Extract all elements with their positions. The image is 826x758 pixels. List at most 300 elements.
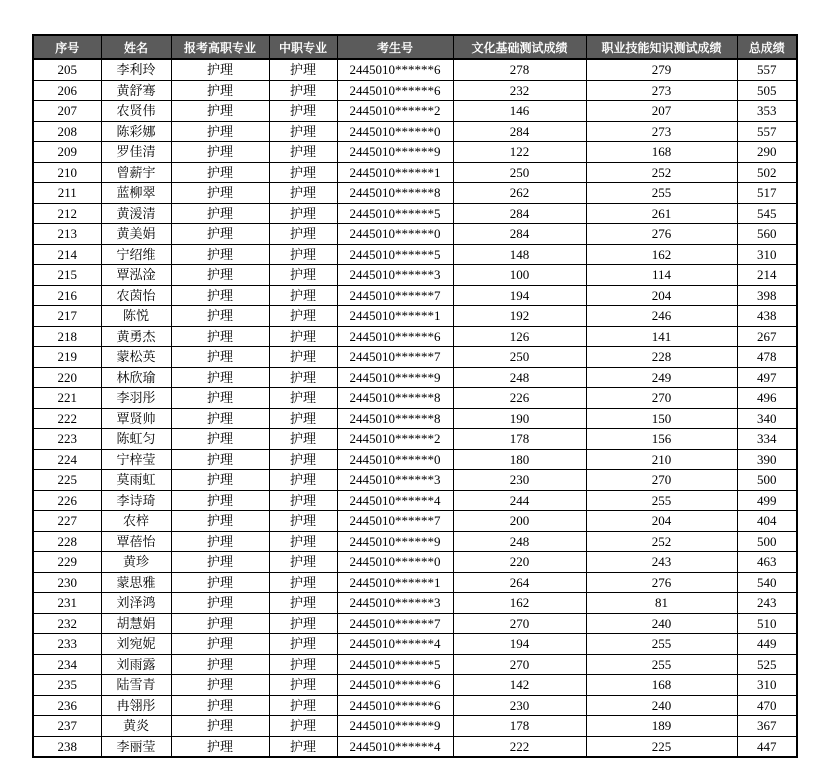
table-row [33, 408, 797, 429]
cell-index: 220 [33, 367, 101, 388]
cell-index: 210 [33, 162, 101, 183]
table-row [33, 613, 797, 634]
cell-index: 212 [33, 203, 101, 224]
cell-culture-score: 200 [453, 511, 586, 532]
table-row [33, 654, 797, 675]
table-body [33, 59, 797, 757]
cell-secondary-major: 护理 [269, 695, 337, 716]
cell-candidate-number: 2445010******5 [337, 654, 453, 675]
cell-skill-score: 114 [586, 265, 737, 286]
cell-skill-score: 252 [586, 162, 737, 183]
cell-index: 236 [33, 695, 101, 716]
cell-candidate-number: 2445010******8 [337, 408, 453, 429]
cell-total-score: 517 [737, 183, 797, 204]
cell-culture-score: 232 [453, 80, 586, 101]
cell-candidate-number: 2445010******5 [337, 244, 453, 265]
cell-candidate-number: 2445010******6 [337, 695, 453, 716]
cell-culture-score: 244 [453, 490, 586, 511]
cell-culture-score: 178 [453, 716, 586, 737]
cell-candidate-number: 2445010******0 [337, 121, 453, 142]
cell-applied-major: 护理 [171, 306, 269, 327]
cell-index: 215 [33, 265, 101, 286]
cell-candidate-number: 2445010******3 [337, 470, 453, 491]
cell-name: 农梓 [101, 511, 171, 532]
cell-total-score: 557 [737, 59, 797, 80]
cell-total-score: 540 [737, 572, 797, 593]
cell-index: 214 [33, 244, 101, 265]
cell-skill-score: 273 [586, 121, 737, 142]
cell-applied-major: 护理 [171, 449, 269, 470]
cell-index: 205 [33, 59, 101, 80]
cell-name: 黄美娟 [101, 224, 171, 245]
cell-index: 224 [33, 449, 101, 470]
cell-applied-major: 护理 [171, 203, 269, 224]
cell-total-score: 310 [737, 675, 797, 696]
cell-index: 225 [33, 470, 101, 491]
cell-skill-score: 255 [586, 183, 737, 204]
cell-culture-score: 262 [453, 183, 586, 204]
cell-skill-score: 243 [586, 552, 737, 573]
cell-culture-score: 248 [453, 531, 586, 552]
score-table-container [32, 34, 798, 758]
cell-total-score: 496 [737, 388, 797, 409]
cell-secondary-major: 护理 [269, 162, 337, 183]
cell-secondary-major: 护理 [269, 244, 337, 265]
cell-secondary-major: 护理 [269, 572, 337, 593]
cell-culture-score: 270 [453, 613, 586, 634]
cell-name: 李诗琦 [101, 490, 171, 511]
table-row [33, 59, 797, 80]
cell-skill-score: 252 [586, 531, 737, 552]
column-header-total-score: 总成绩 [737, 35, 797, 59]
cell-candidate-number: 2445010******6 [337, 675, 453, 696]
cell-total-score: 390 [737, 449, 797, 470]
cell-name: 曾薪宇 [101, 162, 171, 183]
cell-total-score: 463 [737, 552, 797, 573]
column-header-index: 序号 [33, 35, 101, 59]
cell-name: 陈虹匀 [101, 429, 171, 450]
cell-skill-score: 168 [586, 142, 737, 163]
cell-name: 冉翎彤 [101, 695, 171, 716]
cell-skill-score: 255 [586, 654, 737, 675]
cell-candidate-number: 2445010******6 [337, 59, 453, 80]
cell-total-score: 367 [737, 716, 797, 737]
cell-applied-major: 护理 [171, 572, 269, 593]
cell-total-score: 353 [737, 101, 797, 122]
cell-name: 李羽彤 [101, 388, 171, 409]
cell-secondary-major: 护理 [269, 285, 337, 306]
cell-candidate-number: 2445010******0 [337, 224, 453, 245]
cell-index: 222 [33, 408, 101, 429]
cell-secondary-major: 护理 [269, 736, 337, 757]
cell-name: 黄舒骞 [101, 80, 171, 101]
cell-secondary-major: 护理 [269, 429, 337, 450]
cell-total-score: 525 [737, 654, 797, 675]
cell-total-score: 243 [737, 593, 797, 614]
table-row [33, 80, 797, 101]
cell-name: 刘泽鸿 [101, 593, 171, 614]
cell-candidate-number: 2445010******0 [337, 552, 453, 573]
cell-culture-score: 222 [453, 736, 586, 757]
table-row [33, 470, 797, 491]
cell-total-score: 502 [737, 162, 797, 183]
cell-secondary-major: 护理 [269, 347, 337, 368]
cell-name: 刘宛妮 [101, 634, 171, 655]
cell-index: 208 [33, 121, 101, 142]
cell-name: 蒙思雅 [101, 572, 171, 593]
cell-name: 黄炎 [101, 716, 171, 737]
cell-total-score: 545 [737, 203, 797, 224]
cell-total-score: 340 [737, 408, 797, 429]
cell-applied-major: 护理 [171, 367, 269, 388]
cell-culture-score: 178 [453, 429, 586, 450]
cell-culture-score: 284 [453, 121, 586, 142]
cell-index: 228 [33, 531, 101, 552]
cell-candidate-number: 2445010******4 [337, 490, 453, 511]
cell-total-score: 560 [737, 224, 797, 245]
cell-secondary-major: 护理 [269, 388, 337, 409]
cell-secondary-major: 护理 [269, 408, 337, 429]
cell-secondary-major: 护理 [269, 224, 337, 245]
cell-total-score: 290 [737, 142, 797, 163]
cell-secondary-major: 护理 [269, 80, 337, 101]
cell-candidate-number: 2445010******7 [337, 285, 453, 306]
cell-index: 227 [33, 511, 101, 532]
cell-total-score: 334 [737, 429, 797, 450]
table-row [33, 593, 797, 614]
cell-secondary-major: 护理 [269, 367, 337, 388]
cell-index: 217 [33, 306, 101, 327]
cell-candidate-number: 2445010******4 [337, 736, 453, 757]
cell-total-score: 470 [737, 695, 797, 716]
cell-candidate-number: 2445010******9 [337, 716, 453, 737]
cell-skill-score: 246 [586, 306, 737, 327]
cell-culture-score: 146 [453, 101, 586, 122]
cell-secondary-major: 护理 [269, 183, 337, 204]
cell-applied-major: 护理 [171, 265, 269, 286]
cell-secondary-major: 护理 [269, 490, 337, 511]
cell-culture-score: 226 [453, 388, 586, 409]
cell-applied-major: 护理 [171, 634, 269, 655]
cell-total-score: 398 [737, 285, 797, 306]
cell-culture-score: 278 [453, 59, 586, 80]
table-row [33, 265, 797, 286]
table-row [33, 429, 797, 450]
cell-applied-major: 护理 [171, 429, 269, 450]
cell-index: 209 [33, 142, 101, 163]
table-row [33, 490, 797, 511]
cell-secondary-major: 护理 [269, 121, 337, 142]
table-row [33, 634, 797, 655]
cell-total-score: 449 [737, 634, 797, 655]
cell-name: 黄勇杰 [101, 326, 171, 347]
cell-name: 覃泓淦 [101, 265, 171, 286]
cell-candidate-number: 2445010******7 [337, 347, 453, 368]
cell-name: 陈彩娜 [101, 121, 171, 142]
cell-skill-score: 270 [586, 388, 737, 409]
cell-culture-score: 180 [453, 449, 586, 470]
cell-candidate-number: 2445010******6 [337, 326, 453, 347]
cell-index: 211 [33, 183, 101, 204]
cell-culture-score: 148 [453, 244, 586, 265]
cell-secondary-major: 护理 [269, 203, 337, 224]
cell-index: 231 [33, 593, 101, 614]
cell-candidate-number: 2445010******9 [337, 367, 453, 388]
cell-skill-score: 255 [586, 634, 737, 655]
cell-candidate-number: 2445010******1 [337, 572, 453, 593]
cell-culture-score: 264 [453, 572, 586, 593]
cell-skill-score: 228 [586, 347, 737, 368]
table-row [33, 449, 797, 470]
cell-skill-score: 162 [586, 244, 737, 265]
cell-applied-major: 护理 [171, 162, 269, 183]
cell-culture-score: 284 [453, 224, 586, 245]
cell-index: 218 [33, 326, 101, 347]
cell-secondary-major: 护理 [269, 142, 337, 163]
table-row [33, 736, 797, 757]
cell-secondary-major: 护理 [269, 552, 337, 573]
cell-secondary-major: 护理 [269, 511, 337, 532]
cell-candidate-number: 2445010******1 [337, 306, 453, 327]
table-row [33, 552, 797, 573]
cell-name: 黄湲清 [101, 203, 171, 224]
cell-skill-score: 255 [586, 490, 737, 511]
table-row [33, 121, 797, 142]
cell-total-score: 505 [737, 80, 797, 101]
cell-secondary-major: 护理 [269, 531, 337, 552]
cell-skill-score: 249 [586, 367, 737, 388]
table-row [33, 347, 797, 368]
cell-index: 207 [33, 101, 101, 122]
table-row [33, 244, 797, 265]
table-row [33, 716, 797, 737]
table-row [33, 695, 797, 716]
table-header [33, 35, 797, 59]
table-row [33, 306, 797, 327]
cell-skill-score: 210 [586, 449, 737, 470]
cell-name: 刘雨露 [101, 654, 171, 675]
column-header-candidate-number: 考生号 [337, 35, 453, 59]
cell-applied-major: 护理 [171, 388, 269, 409]
cell-total-score: 478 [737, 347, 797, 368]
cell-applied-major: 护理 [171, 552, 269, 573]
cell-applied-major: 护理 [171, 490, 269, 511]
cell-applied-major: 护理 [171, 736, 269, 757]
cell-applied-major: 护理 [171, 224, 269, 245]
cell-applied-major: 护理 [171, 654, 269, 675]
cell-applied-major: 护理 [171, 613, 269, 634]
cell-name: 李丽莹 [101, 736, 171, 757]
cell-skill-score: 207 [586, 101, 737, 122]
cell-skill-score: 189 [586, 716, 737, 737]
cell-candidate-number: 2445010******3 [337, 593, 453, 614]
cell-skill-score: 150 [586, 408, 737, 429]
cell-name: 宁绍维 [101, 244, 171, 265]
cell-total-score: 404 [737, 511, 797, 532]
cell-index: 219 [33, 347, 101, 368]
cell-candidate-number: 2445010******9 [337, 531, 453, 552]
table-row [33, 224, 797, 245]
cell-applied-major: 护理 [171, 695, 269, 716]
cell-culture-score: 122 [453, 142, 586, 163]
table-row [33, 531, 797, 552]
cell-culture-score: 142 [453, 675, 586, 696]
cell-secondary-major: 护理 [269, 634, 337, 655]
cell-culture-score: 162 [453, 593, 586, 614]
cell-index: 216 [33, 285, 101, 306]
cell-secondary-major: 护理 [269, 326, 337, 347]
table-row [33, 572, 797, 593]
cell-total-score: 510 [737, 613, 797, 634]
cell-applied-major: 护理 [171, 183, 269, 204]
cell-name: 林欣瑜 [101, 367, 171, 388]
cell-index: 233 [33, 634, 101, 655]
cell-index: 235 [33, 675, 101, 696]
cell-candidate-number: 2445010******7 [337, 613, 453, 634]
cell-applied-major: 护理 [171, 142, 269, 163]
cell-candidate-number: 2445010******8 [337, 388, 453, 409]
cell-total-score: 500 [737, 470, 797, 491]
cell-candidate-number: 2445010******9 [337, 142, 453, 163]
cell-culture-score: 248 [453, 367, 586, 388]
cell-name: 莫雨虹 [101, 470, 171, 491]
cell-culture-score: 230 [453, 695, 586, 716]
table-row [33, 183, 797, 204]
cell-candidate-number: 2445010******6 [337, 80, 453, 101]
cell-secondary-major: 护理 [269, 593, 337, 614]
table-row [33, 326, 797, 347]
cell-applied-major: 护理 [171, 347, 269, 368]
table-row [33, 285, 797, 306]
cell-applied-major: 护理 [171, 121, 269, 142]
cell-applied-major: 护理 [171, 285, 269, 306]
cell-culture-score: 250 [453, 347, 586, 368]
cell-skill-score: 240 [586, 695, 737, 716]
cell-culture-score: 126 [453, 326, 586, 347]
table-row [33, 203, 797, 224]
cell-candidate-number: 2445010******5 [337, 203, 453, 224]
cell-applied-major: 护理 [171, 408, 269, 429]
cell-applied-major: 护理 [171, 326, 269, 347]
cell-total-score: 267 [737, 326, 797, 347]
cell-index: 213 [33, 224, 101, 245]
cell-skill-score: 225 [586, 736, 737, 757]
cell-total-score: 438 [737, 306, 797, 327]
cell-index: 229 [33, 552, 101, 573]
cell-applied-major: 护理 [171, 531, 269, 552]
column-header-applied-major: 报考高职专业 [171, 35, 269, 59]
cell-secondary-major: 护理 [269, 265, 337, 286]
cell-candidate-number: 2445010******2 [337, 101, 453, 122]
cell-skill-score: 204 [586, 285, 737, 306]
cell-culture-score: 230 [453, 470, 586, 491]
column-header-culture-score: 文化基础测试成绩 [453, 35, 586, 59]
table-row [33, 388, 797, 409]
cell-name: 李利玲 [101, 59, 171, 80]
cell-secondary-major: 护理 [269, 59, 337, 80]
cell-applied-major: 护理 [171, 470, 269, 491]
cell-total-score: 500 [737, 531, 797, 552]
cell-skill-score: 240 [586, 613, 737, 634]
column-header-name: 姓名 [101, 35, 171, 59]
table-row [33, 142, 797, 163]
cell-secondary-major: 护理 [269, 675, 337, 696]
cell-culture-score: 220 [453, 552, 586, 573]
cell-name: 宁梓莹 [101, 449, 171, 470]
cell-index: 238 [33, 736, 101, 757]
cell-name: 蒙松英 [101, 347, 171, 368]
table-row [33, 511, 797, 532]
cell-applied-major: 护理 [171, 101, 269, 122]
cell-name: 黄珍 [101, 552, 171, 573]
cell-skill-score: 273 [586, 80, 737, 101]
cell-name: 农贤伟 [101, 101, 171, 122]
cell-culture-score: 100 [453, 265, 586, 286]
cell-name: 农茵怡 [101, 285, 171, 306]
cell-skill-score: 81 [586, 593, 737, 614]
cell-index: 234 [33, 654, 101, 675]
cell-name: 胡慧娟 [101, 613, 171, 634]
cell-total-score: 447 [737, 736, 797, 757]
cell-name: 蓝柳翠 [101, 183, 171, 204]
cell-applied-major: 护理 [171, 675, 269, 696]
cell-index: 206 [33, 80, 101, 101]
cell-candidate-number: 2445010******3 [337, 265, 453, 286]
cell-skill-score: 261 [586, 203, 737, 224]
cell-index: 226 [33, 490, 101, 511]
cell-culture-score: 194 [453, 285, 586, 306]
cell-skill-score: 276 [586, 224, 737, 245]
cell-applied-major: 护理 [171, 80, 269, 101]
cell-skill-score: 204 [586, 511, 737, 532]
cell-total-score: 557 [737, 121, 797, 142]
table-row [33, 367, 797, 388]
cell-culture-score: 194 [453, 634, 586, 655]
cell-skill-score: 270 [586, 470, 737, 491]
cell-candidate-number: 2445010******4 [337, 634, 453, 655]
cell-secondary-major: 护理 [269, 101, 337, 122]
cell-total-score: 497 [737, 367, 797, 388]
table-row [33, 675, 797, 696]
column-header-secondary-major: 中职专业 [269, 35, 337, 59]
cell-applied-major: 护理 [171, 716, 269, 737]
cell-candidate-number: 2445010******7 [337, 511, 453, 532]
cell-secondary-major: 护理 [269, 470, 337, 491]
cell-skill-score: 141 [586, 326, 737, 347]
cell-total-score: 499 [737, 490, 797, 511]
cell-total-score: 214 [737, 265, 797, 286]
table-row [33, 101, 797, 122]
cell-candidate-number: 2445010******2 [337, 429, 453, 450]
cell-name: 覃蓓怡 [101, 531, 171, 552]
cell-skill-score: 168 [586, 675, 737, 696]
cell-applied-major: 护理 [171, 593, 269, 614]
column-header-skill-score: 职业技能知识测试成绩 [586, 35, 737, 59]
cell-secondary-major: 护理 [269, 449, 337, 470]
cell-name: 陈悦 [101, 306, 171, 327]
cell-candidate-number: 2445010******8 [337, 183, 453, 204]
cell-name: 罗佳清 [101, 142, 171, 163]
cell-secondary-major: 护理 [269, 716, 337, 737]
cell-skill-score: 279 [586, 59, 737, 80]
cell-total-score: 310 [737, 244, 797, 265]
cell-index: 232 [33, 613, 101, 634]
cell-culture-score: 284 [453, 203, 586, 224]
cell-applied-major: 护理 [171, 511, 269, 532]
cell-candidate-number: 2445010******1 [337, 162, 453, 183]
cell-secondary-major: 护理 [269, 613, 337, 634]
table-row [33, 162, 797, 183]
